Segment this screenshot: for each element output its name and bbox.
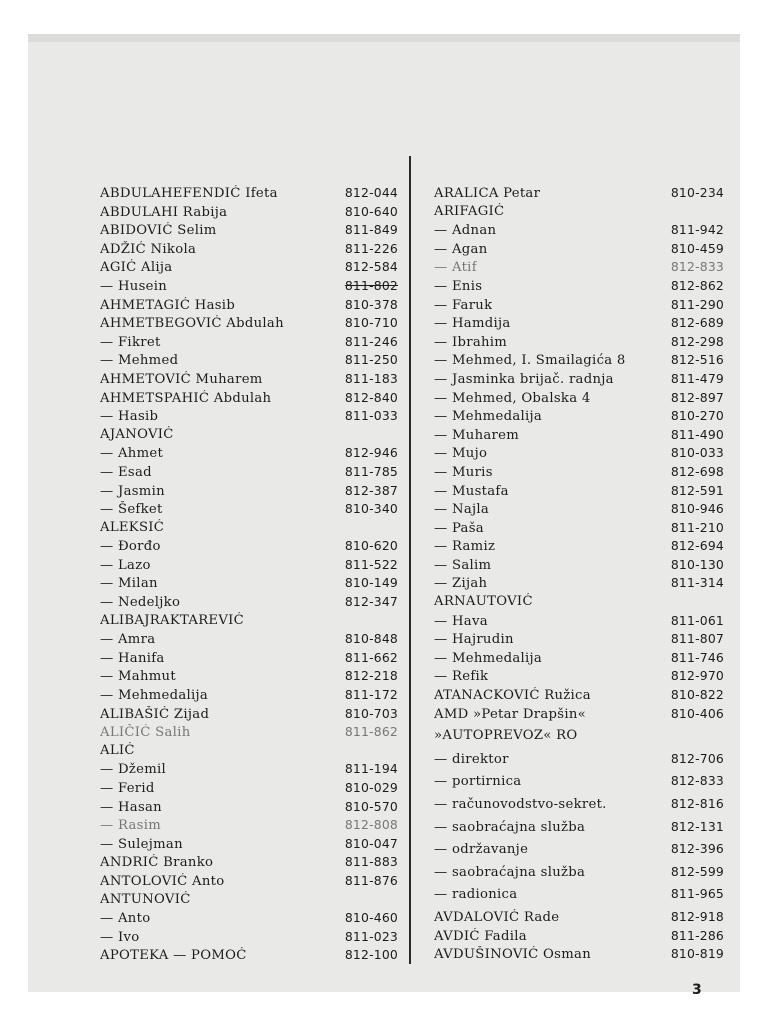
entry-name: — Zijah: [434, 576, 488, 592]
directory-entry: [434, 612, 724, 631]
directory-entry: [434, 537, 724, 556]
entry-name: ALIČIĆ Salih: [100, 725, 191, 741]
entry-phone-number: 811-785: [344, 463, 398, 479]
page-number: 3: [692, 982, 702, 998]
entry-name: — Muris: [434, 464, 493, 480]
entry-phone-number: 811-479: [670, 370, 724, 386]
entry-name: — Hasib: [100, 409, 159, 425]
entry-name: — Hava: [434, 613, 488, 629]
directory-entry: [100, 314, 398, 333]
entry-phone-number: 810-378: [344, 296, 398, 312]
entry-phone-number: 811-490: [670, 426, 724, 442]
directory-entry: [100, 705, 398, 724]
entry-name: — Najla: [434, 502, 490, 518]
entry-name: ABDULAHI Rabija: [100, 204, 228, 220]
directory-entry: [100, 946, 398, 965]
directory-entry: [100, 203, 398, 222]
entry-phone-number: 811-883: [344, 854, 398, 870]
entry-phone-number: 811-250: [344, 352, 398, 368]
directory-entry: [434, 389, 724, 408]
entry-phone-number: 812-897: [670, 389, 724, 405]
directory-entry: [434, 885, 724, 908]
entry-name: — Ferid: [100, 781, 155, 796]
column-divider: [409, 156, 411, 964]
entry-phone-number: 811-061: [670, 612, 724, 628]
entry-name: — radionica: [434, 887, 518, 903]
entry-name: — Mustafa: [434, 483, 509, 499]
directory-entry: [434, 630, 724, 649]
directory-entry: [434, 258, 724, 277]
directory-entry: [434, 840, 724, 863]
directory-entry: [434, 593, 724, 612]
entry-name: ARNAUTOVIĆ: [434, 594, 533, 610]
right-column: [434, 184, 724, 964]
entry-phone-number: 812-918: [670, 908, 724, 924]
entry-phone-number: 811-942: [670, 222, 724, 238]
entry-name: ALEKSIĆ: [100, 519, 165, 535]
entry-phone-number: 812-970: [670, 668, 724, 684]
entry-name: — Hanifa: [100, 650, 165, 666]
directory-entry: [100, 482, 398, 501]
entry-name: — Ramiz: [434, 539, 496, 555]
entry-name: AMD »Petar Drapšin«: [434, 706, 587, 722]
entry-name: — Husein: [100, 278, 168, 294]
entry-phone-number: 812-044: [344, 185, 398, 200]
entry-phone-number: 810-819: [670, 946, 724, 962]
directory-entry: [100, 686, 398, 705]
entry-name: ABIDOVIĆ Selim: [100, 223, 217, 239]
entry-phone-number: 812-347: [344, 594, 398, 610]
entry-phone-number: 810-149: [344, 575, 398, 591]
directory-entry: [100, 333, 398, 352]
entry-name: — Hamdija: [434, 316, 511, 332]
entry-phone-number: 811-662: [344, 649, 398, 665]
directory-entry: [100, 798, 398, 817]
entry-phone-number: 812-706: [670, 750, 724, 766]
entry-name: — portirnica: [434, 774, 522, 790]
directory-entry: [100, 593, 398, 612]
entry-phone-number: 812-862: [670, 277, 724, 293]
entry-phone-number: 810-570: [344, 798, 398, 814]
entry-phone-number: 811-802: [344, 277, 398, 293]
entry-name: — Rasim: [100, 818, 162, 834]
entry-phone-number: 810-340: [344, 501, 398, 517]
directory-entry: [100, 258, 398, 277]
directory-entry: [434, 574, 724, 593]
entry-name: ALIBAJRAKTAREVIĆ: [100, 612, 245, 628]
entry-name: — Faruk: [434, 297, 493, 313]
entry-name: — Refik: [434, 669, 489, 685]
entry-name: — saobraćajna služba: [434, 864, 586, 880]
entry-name: AHMETBEGOVIĆ Abdulah: [100, 316, 284, 332]
entry-phone-number: 812-591: [670, 482, 724, 498]
directory-entry: [100, 407, 398, 426]
entry-phone-number: 811-210: [670, 519, 724, 535]
entry-phone-number: 811-862: [344, 724, 398, 740]
entry-phone-number: 811-522: [344, 556, 398, 572]
entry-name: — računovodstvo-sekret.: [434, 797, 607, 812]
entry-phone-number: 810-822: [670, 687, 724, 703]
entry-name: — Mehmed: [100, 353, 179, 369]
directory-entry: [100, 351, 398, 370]
entry-name: — Milan: [100, 576, 158, 592]
entry-phone-number: 810-620: [344, 538, 398, 554]
entry-name: ANDRIĆ Branko: [100, 855, 214, 871]
entry-name: AVDIĆ Fadila: [434, 928, 527, 944]
entry-name: — Hajrudin: [434, 632, 514, 648]
entry-phone-number: 810-710: [344, 315, 398, 331]
directory-entry: [100, 519, 398, 538]
directory-entry: [434, 482, 724, 501]
directory-entry: [434, 296, 724, 315]
directory-entry: [434, 240, 724, 259]
entry-phone-number: 810-029: [344, 780, 398, 795]
entry-phone-number: 811-849: [344, 222, 398, 238]
entry-name: AHMETOVIĆ Muharem: [100, 371, 263, 387]
directory-page: [28, 34, 740, 998]
directory-entry: [100, 816, 398, 835]
entry-name: — održavanje: [434, 842, 529, 858]
entry-phone-number: 811-226: [344, 240, 398, 256]
entry-phone-number: 810-640: [344, 203, 398, 219]
entry-phone-number: 810-703: [344, 705, 398, 721]
entry-phone-number: 811-314: [670, 575, 724, 591]
directory-entry: [100, 426, 398, 445]
directory-entry: [434, 463, 724, 482]
entry-name: — Muharem: [434, 427, 520, 443]
entry-name: AVDUŠINOVIĆ Osman: [434, 947, 591, 963]
entry-name: — Esad: [100, 464, 152, 480]
page-top-edge: [28, 34, 740, 42]
directory-entry: [434, 556, 724, 575]
entry-name: — Hasan: [100, 799, 162, 815]
entry-name: — Paša: [434, 520, 484, 536]
directory-entry: [100, 667, 398, 686]
entry-phone-number: 812-698: [670, 463, 724, 479]
directory-entry: [100, 184, 398, 203]
left-column: [100, 184, 398, 965]
entry-name: »AUTOPREVOZ« RO: [434, 728, 578, 744]
entry-phone-number: 810-848: [344, 631, 398, 647]
entry-phone-number: 812-833: [670, 773, 724, 789]
entry-phone-number: 812-387: [344, 482, 398, 498]
directory-entry: [100, 630, 398, 649]
entry-name: ANTOLOVIĆ Anto: [100, 873, 225, 889]
entry-phone-number: 812-694: [670, 538, 724, 554]
entry-name: — Mehmedalija: [100, 688, 209, 704]
entry-name: — Atif: [434, 260, 477, 276]
directory-entry: [100, 444, 398, 463]
entry-phone-number: 811-183: [344, 370, 398, 386]
entry-phone-number: 810-459: [670, 240, 724, 256]
directory-entry: [434, 750, 724, 773]
entry-name: — Agan: [434, 241, 488, 257]
directory-entry: [434, 772, 724, 795]
directory-entry: [100, 872, 398, 891]
directory-entry: [434, 863, 724, 886]
directory-entry: [100, 723, 398, 742]
directory-entry: [100, 240, 398, 259]
directory-entry: [100, 221, 398, 240]
entry-name: — Nedeljko: [100, 595, 181, 611]
entry-phone-number: 811-876: [344, 872, 398, 888]
directory-entry: [434, 727, 724, 750]
entry-phone-number: 811-246: [344, 333, 398, 349]
directory-entry: [434, 333, 724, 352]
directory-entry: [434, 407, 724, 426]
entry-name: — Ivo: [100, 929, 140, 945]
entry-name: — Ahmet: [100, 446, 164, 462]
entry-name: — Đorđo: [100, 539, 161, 555]
entry-name: — Šefket: [100, 502, 163, 518]
entry-phone-number: 812-396: [670, 841, 724, 857]
directory-entry: [434, 370, 724, 389]
entry-name: — Mehmed, I. Smailagića 8: [434, 353, 626, 369]
entry-phone-number: 810-130: [670, 556, 724, 572]
directory-entry: [100, 909, 398, 928]
directory-entry: [100, 370, 398, 389]
entry-phone-number: 810-946: [670, 501, 724, 517]
directory-entry: [434, 351, 724, 370]
directory-entry: [434, 686, 724, 705]
entry-name: — saobraćajna služba: [434, 819, 586, 835]
directory-entry: [100, 742, 398, 761]
directory-entry: [100, 500, 398, 519]
entry-name: AHMETSPAHIĆ Abdulah: [100, 390, 272, 406]
entry-name: ATANACKOVIĆ Ružica: [434, 688, 591, 704]
entry-phone-number: 812-946: [344, 445, 398, 461]
entry-name: — Džemil: [100, 762, 167, 778]
directory-entry: [434, 649, 724, 668]
entry-name: — Lazo: [100, 557, 151, 573]
entry-phone-number: 812-808: [344, 817, 398, 833]
directory-entry: [100, 463, 398, 482]
entry-phone-number: 812-100: [344, 947, 398, 963]
entry-phone-number: 810-234: [670, 185, 724, 200]
entry-phone-number: 811-746: [670, 649, 724, 665]
entry-name: — Mehmedalija: [434, 650, 543, 666]
entry-phone-number: 812-218: [344, 668, 398, 684]
directory-entry: [100, 891, 398, 910]
directory-entry: [100, 574, 398, 593]
entry-name: — Salim: [434, 557, 492, 573]
entry-phone-number: 812-689: [670, 315, 724, 331]
entry-name: AHMETAGIĆ Hasib: [100, 297, 236, 313]
entry-phone-number: 812-516: [670, 352, 724, 368]
directory-entry: [100, 779, 398, 798]
entry-name: — direktor: [434, 751, 509, 767]
directory-entry: [100, 537, 398, 556]
entry-name: AJANOVIĆ: [100, 426, 174, 442]
entry-name: ANTUNOVIĆ: [100, 891, 191, 907]
entry-name: — Mehmedalija: [434, 409, 543, 425]
entry-name: — Ibrahim: [434, 334, 508, 350]
entry-name: ARALICA Petar: [434, 186, 541, 201]
entry-name: — Mehmed, Obalska 4: [434, 390, 591, 406]
directory-entry: [434, 221, 724, 240]
directory-entry: [434, 667, 724, 686]
entry-phone-number: 810-047: [344, 835, 398, 851]
directory-entry: [434, 927, 724, 946]
entry-name: — Adnan: [434, 223, 497, 239]
directory-entry: [434, 426, 724, 445]
directory-entry: [434, 203, 724, 222]
entry-name: ALIBAŠIĆ Zijad: [100, 706, 210, 722]
entry-phone-number: 810-033: [670, 445, 724, 461]
entry-name: AVDALOVIĆ Rade: [434, 909, 560, 925]
entry-name: ALIĆ: [100, 742, 135, 758]
directory-entry: [434, 519, 724, 538]
entry-name: — Mahmut: [100, 669, 176, 685]
entry-name: APOTEKA — POMOĆ: [100, 948, 247, 964]
directory-entry: [100, 649, 398, 668]
directory-entry: [100, 835, 398, 854]
entry-phone-number: 812-599: [670, 863, 724, 879]
entry-name: — Mujo: [434, 446, 488, 462]
entry-name: — Amra: [100, 632, 156, 648]
entry-name: ADŽIĆ Nikola: [100, 241, 197, 257]
directory-entry: [434, 500, 724, 519]
directory-entry: [100, 853, 398, 872]
directory-entry: [434, 908, 724, 927]
entry-phone-number: 812-833: [670, 259, 724, 275]
entry-phone-number: 811-965: [670, 886, 724, 902]
directory-entry: [434, 795, 724, 818]
entry-phone-number: 811-286: [670, 927, 724, 943]
entry-name: — Jasmin: [100, 483, 165, 499]
entry-phone-number: 812-131: [670, 818, 724, 834]
entry-phone-number: 811-290: [670, 296, 724, 312]
entry-phone-number: 810-460: [344, 910, 398, 926]
entry-name: ABDULAHEFENDIĆ Ifeta: [100, 186, 278, 201]
entry-phone-number: 811-033: [344, 408, 398, 424]
directory-entry: [100, 612, 398, 631]
directory-entry: [434, 444, 724, 463]
entry-phone-number: 811-023: [344, 928, 398, 944]
directory-entry: [100, 389, 398, 408]
directory-entry: [434, 818, 724, 841]
entry-phone-number: 811-172: [344, 687, 398, 703]
directory-entry: [100, 556, 398, 575]
directory-entry: [100, 277, 398, 296]
entry-phone-number: 811-194: [344, 761, 398, 777]
directory-entry: [434, 945, 724, 964]
entry-name: AGIĆ Alija: [100, 260, 173, 276]
entry-phone-number: 811-807: [670, 631, 724, 647]
entry-name: ARIFAGIĆ: [434, 203, 505, 219]
directory-entry: [100, 296, 398, 315]
entry-phone-number: 812-816: [670, 796, 724, 811]
directory-entry: [434, 277, 724, 296]
entry-phone-number: 812-584: [344, 259, 398, 275]
entry-name: — Fikret: [100, 334, 161, 350]
directory-entry: [434, 184, 724, 203]
entry-phone-number: 810-270: [670, 408, 724, 424]
directory-entry: [434, 705, 724, 728]
directory-entry: [434, 314, 724, 333]
directory-entry: [100, 928, 398, 947]
entry-phone-number: 812-840: [344, 389, 398, 405]
entry-phone-number: 812-298: [670, 333, 724, 349]
directory-entry: [100, 760, 398, 779]
entry-name: — Jasminka brijač. radnja: [434, 371, 614, 387]
entry-name: — Enis: [434, 278, 483, 294]
entry-name: — Anto: [100, 911, 151, 927]
entry-phone-number: 810-406: [670, 705, 724, 721]
entry-name: — Sulejman: [100, 836, 183, 852]
